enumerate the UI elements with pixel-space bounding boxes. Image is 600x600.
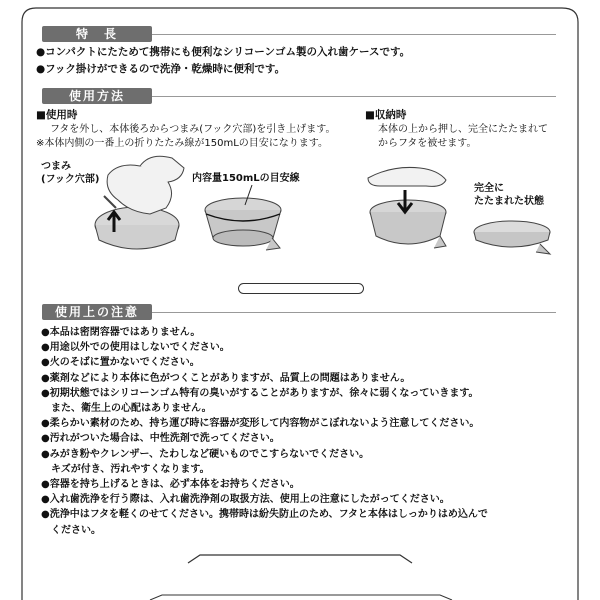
storage-text: からフタを被せます。 — [378, 138, 477, 149]
folded-label: 完全に — [474, 183, 504, 194]
in-use-title: ■使用時 — [36, 109, 78, 121]
caution-line: ●柔らかい素材のため、持ち運び時に容器が変形して内容物がこぼれないよう注意してください。 — [41, 418, 480, 430]
caution-line: ●薬剤などにより本体に色がつくことがありますが、品質上の問題はありません。 — [41, 372, 411, 384]
caution-line: ください。 — [51, 524, 101, 536]
features-heading: 特 長 — [42, 26, 152, 42]
caution-line: ●火のそばに置かないでください。 — [41, 357, 200, 369]
caution-line: ●本品は密閉容器ではありません。 — [41, 327, 201, 338]
in-use-note: ※本体内側の一番上の折りたたみ線が150mLの目安になります。 — [36, 138, 328, 149]
cautions-divider — [152, 312, 556, 313]
caution-line: ●洗浄中はフタを軽くのせてください。携帯時は紛失防止のため、フタと本体はしっかりはめ込んで — [41, 509, 488, 521]
capacity-label: 内容量150mLの目安線 — [192, 173, 300, 184]
hang-slot — [238, 283, 364, 294]
storage-text: 本体の上から押し、完全にたたまれて — [378, 124, 548, 135]
folded-container-illustration — [474, 221, 550, 254]
caution-line: また、衛生上の心配はありません。 — [51, 403, 212, 414]
caution-line: キズが付き、汚れやすくなります。 — [51, 463, 210, 475]
caution-line: ●用途以外での使用はしないでください。 — [41, 342, 230, 354]
caution-line: ●初期状態ではシリコーンゴム特有の臭いがすることがありますが、徐々に弱くなっていきます。 — [41, 387, 479, 399]
folded-label-sub: たたまれた状態 — [474, 196, 544, 207]
storage-title: ■収納時 — [365, 109, 407, 121]
caution-line: ●容器を持ち上げるときは、必ず本体をお持ちください。 — [41, 479, 300, 490]
caution-line: ●入れ歯洗浄を行う際は、入れ歯洗浄剤の取扱方法、使用上の注意にしたがってください。 — [41, 494, 450, 506]
in-use-text: フタを外し、本体後ろからつまみ(フック穴部)を引き上げます。 — [50, 124, 336, 135]
cautions-heading: 使用上の注意 — [42, 304, 152, 320]
capacity-container-illustration — [205, 185, 281, 250]
usage-heading: 使用方法 — [42, 88, 152, 104]
tab-label: つまみ — [41, 161, 71, 172]
hand-pull-illustration — [95, 156, 184, 249]
tab-label-sub: (フック穴部) — [41, 174, 100, 185]
feature-item: ●フック掛けができるので洗浄・乾燥時に便利です。 — [36, 63, 286, 75]
feature-item: ●コンパクトにたためて携帯にも便利なシリコーンゴム製の入れ歯ケースです。 — [36, 46, 411, 58]
caution-line: ●みがき粉やクレンザー、たわしなど硬いものでこすらないでください。 — [41, 448, 370, 460]
caution-line: ●汚れがついた場合は、中性洗剤で洗ってください。 — [41, 433, 280, 445]
